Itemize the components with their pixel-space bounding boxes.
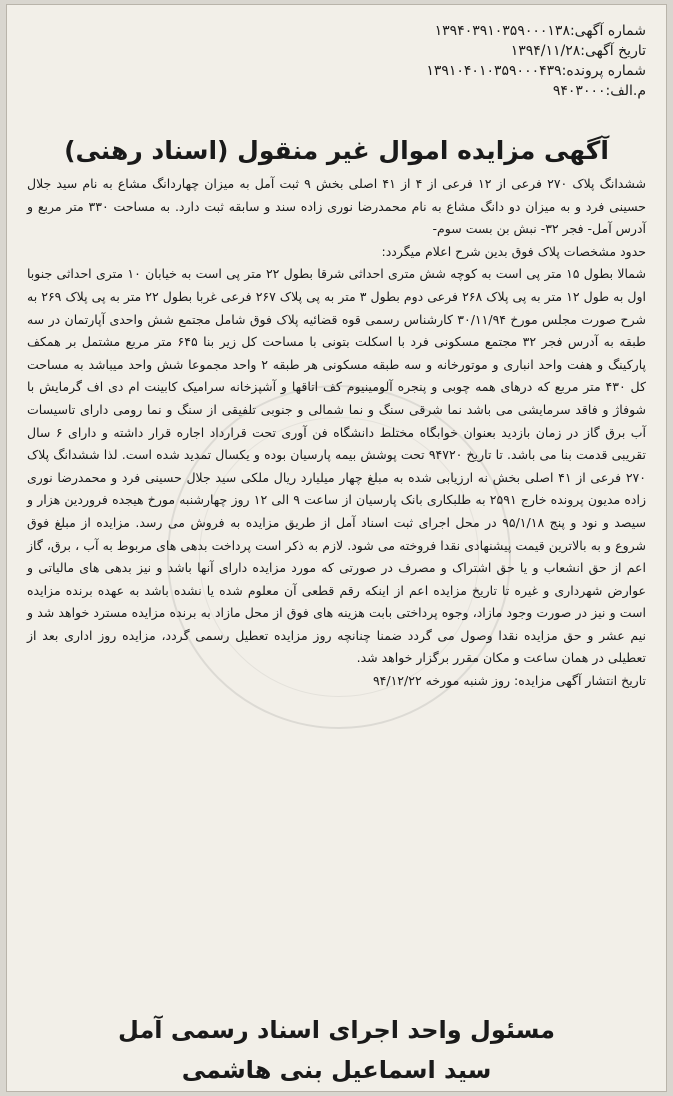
signature-name: سید اسماعیل بنی هاشمی <box>181 1056 492 1084</box>
ad-date: تاریخ آگهی:۱۳۹۴/۱۱/۲۸ <box>510 43 646 59</box>
ad-body <box>27 173 646 693</box>
reference-number: م.الف:۹۴۰۳۰۰۰ <box>552 83 646 99</box>
paragraph-boundaries-intro: حدود مشخصات پلاک فوق بدین شرح اعلام میگردد: <box>381 243 646 259</box>
ad-title: آگهی مزایده اموال غیر منقول (اسناد رهنی) <box>64 136 609 165</box>
paragraph-publication-date: تاریخ انتشار آگهی مزایده: روز شنبه مورخه ۹۴/۱۲/۲۲ <box>372 673 646 689</box>
ad-meta-block <box>286 21 646 101</box>
signature-office: مسئول واحد اجرای اسناد رسمی آمل <box>118 1016 555 1044</box>
paragraph-details: شمالا بطول ۱۵ متر پی است به کوچه شش متری احداثی شرقا بطول ۲۲ متر پی است به خیابان ۱۰ متری احداثی جنوبا اول به طول ۱۲ متر به پی پلاک ۲۶۸ فرعی دوم بطول ۳ متر به پی پلاک ۲۶۷ فرعی غربا بطول ۲۲ متر به پی پلاک ۲۶۹ به شرح صورت مجلس مورخ ۳۰/۱۱/۹۴ کارشناس رسمی قوه قضائیه پلاک فوق شامل مجتمع شش واحدی آپارتمان در سه طبقه به آدرس فجر ۳۲ مجتمع مسکونی فرد با اسکلت بتونی با مساحت کل زیر بنا ۶۴۵ متر مربع مشتمل بر همکف پارکینگ و هفت واحد انباری و موتورخانه و سه طبقه مسکونی هر طبقه ۲ واحد مجموعا شش واحد میباشد به مساحت کل ۴۳۰ متر مربع که درهای همه چوبی و پنجره آلومینیوم کف اتاقها و آشپزخانه سرامیک کابینت ام دی اف گرمایش با شوفاژ و فاقد سرمایشی می باشد نما شرقی سنگ و نما شمالی و جنوبی تلفیقی از سنگ و نما رومی دارای تاسیسات آب برق گاز در زمان بازدید بعنوان خوابگاه مختلط دانشگاه فن آوری تحت قرارداد اجاره قرار داشته و دارای ۶ سال تقریبی قدمت بنا می باشد. تا تاریخ ۹۴۷۲۰ تحت پوشش بیمه پارسیان بوده و یکسال تمدید شده است. لذا ششدانگ پلاک ۲۷۰ فرعی از ۴۱ اصلی بخش نه ارزیابی شده به مبلغ چهار میلیارد ریال ملکی سید جلال حسینی فرد و محمدرضا نوری زاده مدیون پرونده خارج ۲۵۹۱ به طلبکاری بانک پارسیان از ساعت ۹ الی ۱۲ روز چهارشنبه مورخ هیجده فروردین هزار و سیصد و نود و پنج ۹۵/۱/۱۸ در محل اجرای ثبت اسناد آمل از طریق مزایده به فروش می رسد. مزایده از مبلغ فوق شروع و به بالاترین قیمت پیشنهادی نقدا فروخته می شود. لازم به ذکر است پرداخت بدهی های مربوط به آب ، برق، گاز اعم از حق انشعاب و یا حق اشتراک و مصرف در صورتی که مورد مزایده دارای آنها باشد و نیز بدهی های مالیاتی و عوارض شهرداری و غیره تا تاریخ مزایده اعم از اینکه رقم قطعی آن معلوم شده یا نشده باشد به عهده برنده مزایده است و نیز در صورت وجود مازاد، وجوه پرداختی بابت هزینه های فوق از محل مازاد به برنده مزایده مسترد خواهد شد و نیم عشر و حق مزایده نقدا وصول می گردد ضمنا چنانچه روز مزایده تعطیل رسمی گردد، مزایده روز اداری بعد از تعطیلی در همان ساعت و مکان مقرر برگزار خواهد شد. <box>27 266 647 666</box>
ad-number: شماره آگهی:۱۳۹۴۰۳۹۱۰۳۵۹۰۰۰۱۳۸ <box>434 23 646 39</box>
paragraph-property: ششدانگ پلاک ۲۷۰ فرعی از ۱۲ فرعی از ۴ از ۴۱ اصلی بخش ۹ ثبت آمل به میزان چهاردانگ مشاع به نام سید جلال حسینی فرد و به میزان دو دانگ مشاع به نام محمدرضا نوری زاده سند و سابقه ثبت دارد. به مساحت ۳۳۰ متر مربع و آدرس آمل- فجر ۳۲- نبش بن بست سوم- <box>27 176 646 237</box>
case-number: شماره پرونده:۱۳۹۱۰۴۰۱۰۳۵۹۰۰۰۴۳۹ <box>426 63 646 79</box>
newspaper-clipping <box>6 4 667 1092</box>
